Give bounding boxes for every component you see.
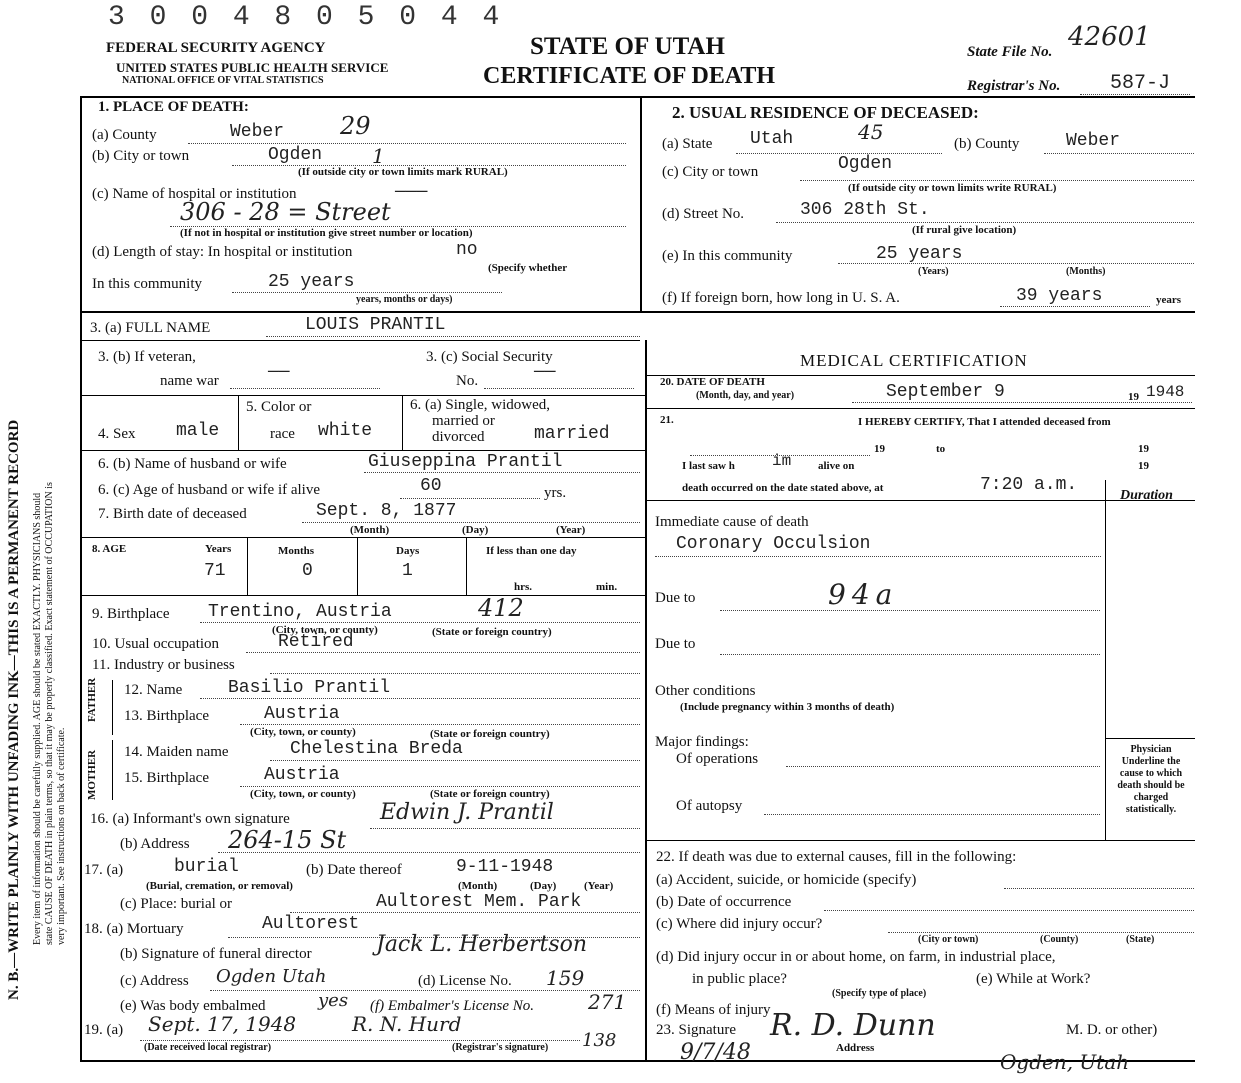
last-saw-label: I last saw h	[682, 460, 735, 472]
birth-month-note: (Month)	[350, 524, 390, 536]
res-city-note: (If outside city or town limits write RURAL)	[848, 182, 1057, 194]
age-years-header: Years	[205, 543, 232, 555]
major-findings-label: Major findings:	[655, 734, 749, 750]
age-months-header: Months	[278, 545, 315, 557]
marital-label-2: married or	[432, 413, 495, 429]
father-bp-label: 13. Birthplace	[124, 708, 209, 724]
marital-label: 6. (a) Single, widowed,	[410, 397, 550, 413]
license-label: (d) License No.	[418, 973, 512, 989]
res-street-value: 306 28th St.	[800, 200, 930, 220]
external-c: (c) Where did injury occur?	[656, 916, 823, 932]
physician-signature: R. D. Dunn	[770, 1008, 936, 1043]
color-label: 5. Color or	[246, 399, 312, 415]
sex-value: male	[176, 421, 220, 441]
father-bp-note-city: (City, town, or county)	[250, 726, 356, 738]
father-name-value: Basilio Prantil	[228, 678, 391, 698]
certify-19-b: 19	[1138, 443, 1149, 455]
physician-address-label: Address	[836, 1042, 875, 1054]
external-d: (d) Did injury occur in or about home, on farm, in industrial place,	[656, 949, 1056, 965]
birthplace-value: Trentino, Austria	[208, 602, 392, 622]
hospital-address: 306 - 28 = Street	[180, 198, 391, 226]
race-label: race	[270, 426, 295, 442]
res-state-code: 45	[858, 120, 884, 144]
registrar-code: 138	[582, 1030, 617, 1051]
side-note-line3: very important. See instructions on back of certificate.	[56, 727, 67, 945]
age-days-header: Days	[396, 545, 420, 557]
burial-date-value: 9-11-1948	[456, 857, 554, 877]
burial-value: burial	[174, 857, 239, 877]
external-b: (b) Date of occurrence	[656, 894, 792, 910]
informant-sig-label: 16. (a) Informant's own signature	[90, 811, 290, 827]
director-address: Ogden Utah	[216, 966, 327, 987]
death-city-note: (If outside city or town limits mark RURAL)	[298, 166, 508, 178]
res-community-label: (e) In this community	[662, 248, 793, 264]
birth-day-note: (Day)	[462, 524, 489, 536]
community-note: years, months or days)	[356, 294, 453, 305]
external-heading: 22. If death was due to external causes, fill in the following:	[656, 849, 1017, 865]
state-file-value: 42601	[1068, 22, 1151, 52]
informant-address-label: (b) Address	[120, 836, 190, 852]
operations-label: Of operations	[676, 751, 759, 767]
dod-19: 19	[1128, 391, 1139, 403]
dod-value: September 9	[886, 382, 1005, 402]
res-community-value: 25 years	[876, 244, 963, 264]
certify-to: to	[936, 443, 946, 455]
external-c-city: (City or town)	[918, 934, 979, 945]
age-less-header: If less than one day	[486, 545, 577, 557]
age-days-value: 1	[402, 561, 413, 581]
death-county-value: Weber	[230, 122, 285, 142]
received-note: (Date received local registrar)	[144, 1042, 272, 1053]
stay-note: (Specify whether	[488, 262, 568, 274]
birthplace-note-state: (State or foreign country)	[432, 626, 552, 638]
last-saw-19: 19	[1138, 460, 1149, 472]
certify-19-a: 19	[874, 443, 885, 455]
veteran-value: ——	[268, 362, 290, 382]
ss-value: ——	[534, 362, 556, 382]
res-foreign-suffix: years	[1156, 294, 1182, 306]
mother-bp-value: Austria	[264, 765, 340, 785]
full-name-value: LOUIS PRANTIL	[305, 315, 446, 335]
stamp-number: 3 0 0 4 8 0 5 0 4 4	[108, 2, 504, 33]
external-c-state: (State)	[1126, 934, 1155, 945]
burial-day-note: (Day)	[530, 880, 557, 892]
dod-label: 20. DATE OF DEATH	[660, 376, 765, 388]
certify-text: I HEREBY CERTIFY, That I attended deceased from	[858, 416, 1111, 428]
side-note-line2: state CAUSE OF DEATH in plain terms, so that it may be properly classified. Exact statement of OCCUPATION is	[44, 482, 55, 945]
burial-month-note: (Month)	[458, 880, 498, 892]
father-name-label: 12. Name	[124, 682, 183, 698]
sex-label: 4. Sex	[98, 426, 136, 442]
father-bp-value: Austria	[264, 704, 340, 724]
death-county-code: 29	[340, 112, 371, 140]
informant-signature: Edwin J. Prantil	[380, 800, 554, 825]
res-city-label: (c) City or town	[662, 164, 759, 180]
age-min: min.	[596, 581, 618, 593]
state-title: STATE OF UTAH	[530, 33, 725, 60]
embalmed-label: (e) Was body embalmed	[120, 998, 266, 1014]
community-label: In this community	[92, 276, 202, 292]
director-label: (b) Signature of funeral director	[120, 946, 312, 962]
death-city-label: (b) City or town	[92, 148, 190, 164]
physician-address: Ogden, Utah	[1000, 1050, 1130, 1074]
embalmed-value: yes	[318, 990, 349, 1011]
res-city-value: Ogden	[838, 154, 893, 174]
side-note-line1: Every item of information should be carefully supplied. AGE should be stated EXACTLY. PHYSICIANS should	[32, 492, 43, 945]
res-months-label: (Months)	[1066, 266, 1106, 277]
external-c-county: (County)	[1040, 934, 1079, 945]
hospital-label: (c) Name of hospital or institution	[92, 186, 297, 202]
birth-date-label: 7. Birth date of deceased	[98, 506, 247, 522]
external-e: (e) While at Work?	[976, 971, 1091, 987]
veteran-war-label: name war	[160, 373, 219, 389]
res-years-label: (Years)	[918, 266, 949, 277]
external-a: (a) Accident, suicide, or homicide (specify)	[656, 872, 917, 888]
signature-date: 9/7/48	[680, 1040, 751, 1065]
place-of-death-heading: 1. PLACE OF DEATH:	[98, 99, 249, 115]
embalmer-license-value: 271	[588, 990, 627, 1014]
spouse-age-value: 60	[420, 476, 442, 496]
birthplace-label: 9. Birthplace	[92, 606, 170, 622]
side-note-main: N. B.—WRITE PLAINLY WITH UNFADING INK—THIS IS A PERMANENT RECORD	[6, 419, 22, 1000]
age-years-value: 71	[204, 561, 226, 581]
burial-note: (Burial, cremation, or removal)	[146, 880, 293, 892]
hospital-note: (If not in hospital or institution give street number or location)	[180, 227, 473, 239]
external-d-note: (Specify type of place)	[832, 988, 927, 999]
last-saw-value: im	[772, 452, 792, 470]
other-conditions-note: (Include pregnancy within 3 months of death)	[680, 701, 895, 713]
industry-label: 11. Industry or business	[92, 657, 235, 673]
ss-label: 3. (c) Social Security	[426, 349, 553, 365]
external-d2: in public place?	[692, 971, 787, 987]
spouse-label: 6. (b) Name of husband or wife	[98, 456, 287, 472]
dod-year: 1948	[1146, 383, 1185, 401]
signature-label: 23. Signature	[656, 1022, 736, 1038]
res-street-label: (d) Street No.	[662, 206, 745, 222]
agency-service: UNITED STATES PUBLIC HEALTH SERVICE	[116, 60, 389, 75]
other-conditions-label: Other conditions	[655, 683, 756, 699]
death-city-code: 1	[372, 144, 385, 168]
community-value: 25 years	[268, 272, 355, 292]
res-foreign-value: 39 years	[1016, 286, 1103, 306]
registrar-label: Registrar's No.	[967, 78, 1061, 94]
marital-label-3: divorced	[432, 429, 485, 445]
burial-place-label: (c) Place: burial or	[120, 896, 233, 912]
residence-heading: 2. USUAL RESIDENCE OF DECEASED:	[672, 103, 979, 122]
spouse-age-label: 6. (c) Age of husband or wife if alive	[98, 482, 321, 498]
mother-bp-note-state: (State or foreign country)	[430, 788, 550, 800]
father-label: FATHER	[86, 677, 98, 722]
license-value: 159	[546, 966, 585, 990]
race-value: white	[318, 421, 373, 441]
age-label: 8. AGE	[92, 543, 127, 555]
marital-value: married	[534, 424, 610, 444]
burial-place-value: Aultorest Mem. Park	[376, 892, 582, 912]
full-name-label: 3. (a) FULL NAME	[90, 320, 211, 336]
mother-label: MOTHER	[86, 749, 98, 800]
burial-year-note: (Year)	[584, 880, 614, 892]
medical-heading: MEDICAL CERTIFICATION	[800, 351, 1028, 370]
agency-office: NATIONAL OFFICE OF VITAL STATISTICS	[122, 75, 324, 86]
occurred-label: death occurred on the date stated above, at	[682, 482, 884, 494]
registrar-signature: R. N. Hurd	[352, 1012, 462, 1036]
due-to-code: 94a	[828, 578, 899, 611]
director-signature: Jack L. Herbertson	[376, 932, 588, 957]
res-state-value: Utah	[750, 129, 794, 149]
director-address-label: (c) Address	[120, 973, 189, 989]
physician-note: Physician Underline the cause to which death should be charged statistically.	[1117, 744, 1185, 815]
birthplace-note-city: (City, town, or county)	[272, 624, 378, 636]
age-months-value: 0	[302, 561, 313, 581]
res-county-label: (b) County	[954, 136, 1020, 152]
registrar-note: (Registrar's signature)	[452, 1042, 549, 1053]
birthplace-code: 412	[478, 594, 524, 622]
informant-address: 264-15 St	[228, 826, 347, 854]
duration-label: Duration	[1120, 488, 1173, 503]
mortuary-label: 18. (a) Mortuary	[84, 921, 184, 937]
alive-on-label: alive on	[818, 460, 855, 472]
registrar-value: 587-J	[1110, 72, 1171, 95]
ss-no-label: No.	[456, 373, 479, 389]
death-city-value: Ogden	[268, 145, 323, 165]
agency-name: FEDERAL SECURITY AGENCY	[106, 40, 326, 56]
birth-date-value: Sept. 8, 1877	[316, 501, 457, 521]
autopsy-label: Of autopsy	[676, 798, 743, 814]
death-county-label: (a) County	[92, 127, 157, 143]
death-time: 7:20 a.m.	[980, 475, 1078, 495]
res-foreign-label: (f) If foreign born, how long in U. S. A.	[662, 290, 900, 306]
state-file-label: State File No.	[967, 44, 1053, 60]
mother-name-label: 14. Maiden name	[124, 744, 229, 760]
mother-name-value: Chelestina Breda	[290, 739, 463, 759]
dod-note: (Month, day, and year)	[696, 390, 795, 401]
occupation-value: Retired	[278, 632, 354, 652]
certificate-title: CERTIFICATE OF DEATH	[483, 63, 776, 89]
mortuary-value: Aultorest	[262, 914, 360, 934]
due-to-label-2: Due to	[655, 636, 696, 652]
res-street-note: (If rural give location)	[912, 224, 1017, 236]
certify-number: 21.	[660, 414, 674, 426]
veteran-label: 3. (b) If veteran,	[98, 349, 196, 365]
md-label: M. D. or other)	[1066, 1022, 1158, 1038]
received-date: Sept. 17, 1948	[148, 1012, 297, 1036]
embalmer-license-label: (f) Embalmer's License No.	[370, 998, 535, 1014]
spouse-value: Giuseppina Prantil	[368, 452, 563, 472]
received-label: 19. (a)	[84, 1022, 124, 1038]
mother-bp-label: 15. Birthplace	[124, 770, 209, 786]
age-hrs: hrs.	[514, 581, 533, 593]
due-to-label-1: Due to	[655, 590, 696, 606]
occupation-label: 10. Usual occupation	[92, 636, 220, 652]
hospital-value: ———	[395, 182, 428, 202]
immediate-cause-value: Coronary Occulsion	[676, 534, 871, 554]
spouse-age-unit: yrs.	[544, 485, 567, 501]
stay-label: (d) Length of stay: In hospital or institution	[92, 244, 353, 260]
mother-bp-note-city: (City, town, or county)	[250, 788, 356, 800]
res-state-label: (a) State	[662, 136, 713, 152]
burial-label: 17. (a)	[84, 862, 124, 878]
external-f: (f) Means of injury	[656, 1002, 771, 1018]
burial-date-label: (b) Date thereof	[306, 862, 402, 878]
res-county-value: Weber	[1066, 131, 1121, 151]
stay-value: no	[456, 240, 478, 260]
immediate-cause-label: Immediate cause of death	[655, 514, 809, 530]
birth-year-note: (Year)	[556, 524, 586, 536]
father-bp-note-state: (State or foreign country)	[430, 728, 550, 740]
